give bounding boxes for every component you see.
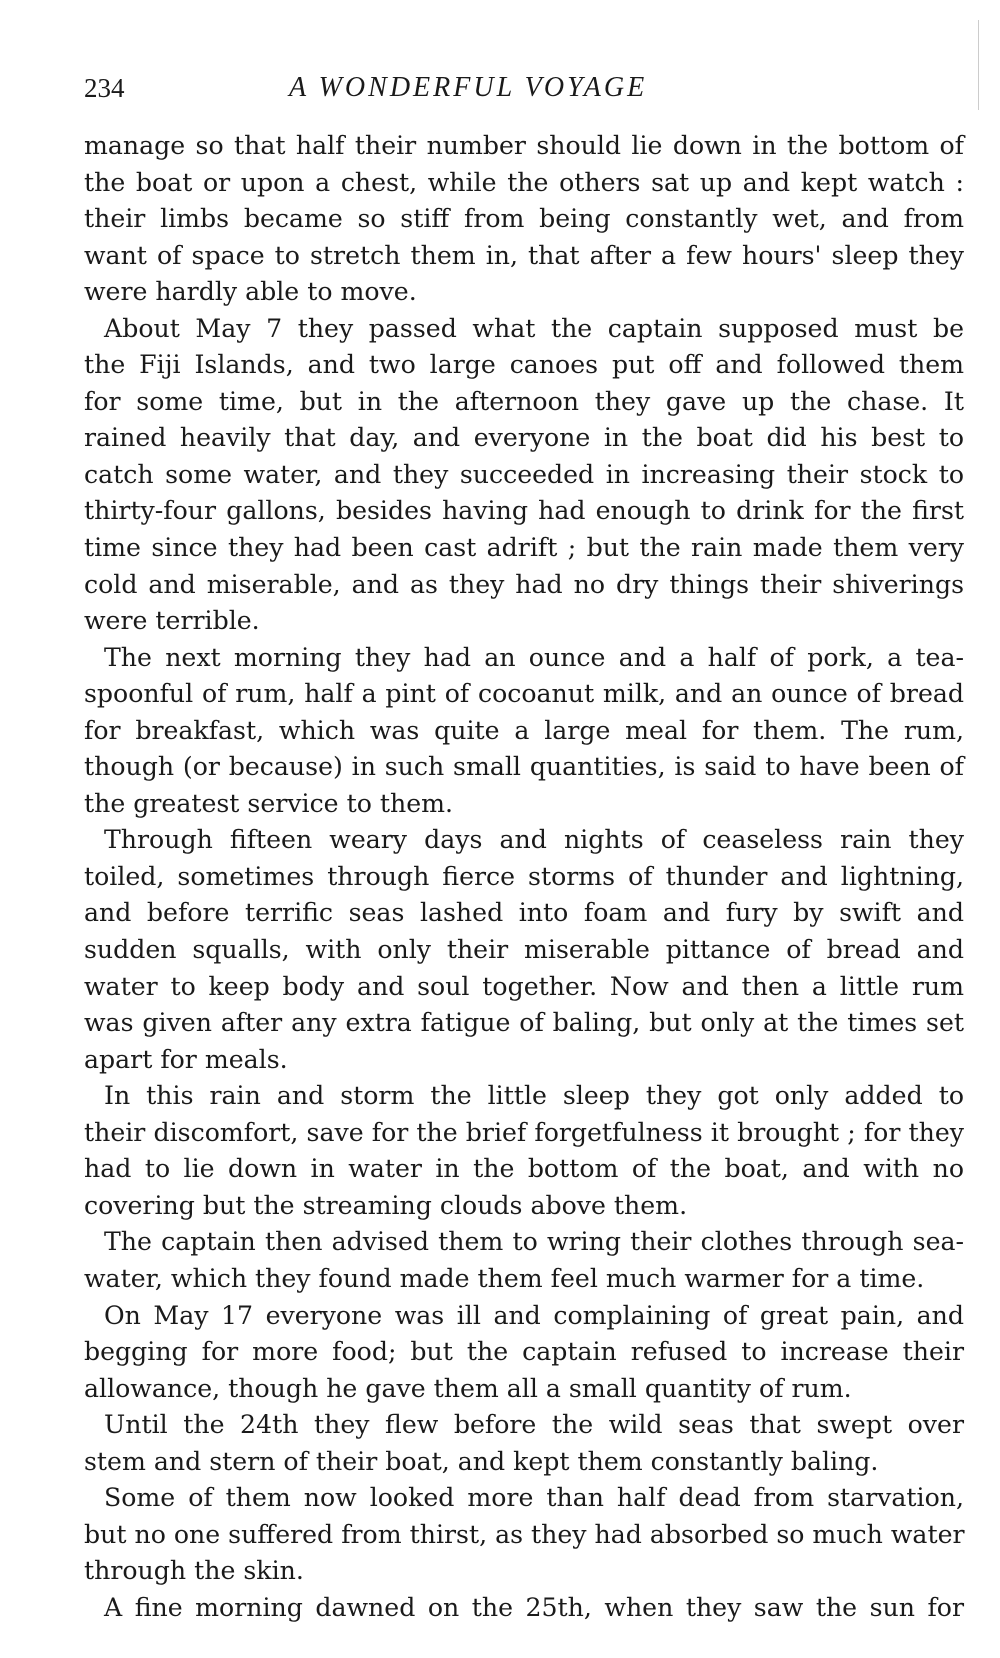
text-line: covering but the streaming clouds above them. — [84, 1190, 688, 1220]
text-line: was given after any extra fatigue of baling, but only at the times set — [84, 1008, 964, 1038]
text-line: and before terrific seas lashed into foam and fury by swift and — [84, 898, 964, 928]
body-text — [84, 128, 964, 1626]
text-line: the boat or upon a chest, while the others sat up and kept watch : — [84, 167, 964, 197]
text-line: water to keep body and soul together. Now and then a little rum — [84, 971, 964, 1001]
text-line: In this rain and storm the little sleep they got only added to — [104, 1081, 964, 1111]
text-line: Through fifteen weary days and nights of ceaseless rain they — [104, 825, 964, 855]
text-line: spoonful of rum, half a pint of cocoanut milk, and an ounce of bread — [84, 679, 964, 709]
text-line: the greatest service to them. — [84, 788, 454, 818]
text-line: rained heavily that day, and everyone in the boat did his best to — [84, 423, 964, 453]
text-line: were terrible. — [84, 606, 260, 636]
text-line: toiled, sometimes through fierce storms of thunder and lightning, — [84, 861, 964, 891]
text-line: About May 7 they passed what the captain supposed must be — [104, 313, 964, 343]
text-line: manage so that half their number should lie down in the bottom of — [84, 131, 964, 160]
text-line: want of space to stretch them in, that after a few hours' sleep they — [84, 240, 964, 270]
text-line: A fine morning dawned on the 25th, when they saw the sun for — [104, 1592, 964, 1622]
text-line: On May 17 everyone was ill and complaining of great pain, and — [104, 1300, 964, 1330]
text-line: sudden squalls, with only their miserable pittance of bread and — [84, 935, 964, 965]
text-line: The captain then advised them to wring their clothes through sea- — [104, 1227, 964, 1257]
text-line: begging for more food; but the captain refused to increase their — [84, 1337, 964, 1367]
text-line: Some of them now looked more than half dead from starvation, — [104, 1483, 964, 1513]
text-line: though (or because) in such small quantities, is said to have been of — [84, 752, 964, 782]
text-line: apart for meals. — [84, 1044, 288, 1074]
text-line: but no one suffered from thirst, as they had absorbed so much water — [84, 1519, 965, 1549]
text-line: Until the 24th they flew before the wild seas that swept over — [104, 1410, 964, 1440]
text-line: for breakfast, which was quite a large meal for them. The rum, — [84, 715, 964, 745]
text-line: thirty-four gallons, besides having had enough to drink for the first — [84, 496, 964, 526]
running-head — [84, 70, 964, 110]
text-line: catch some water, and they succeeded in increasing their stock to — [84, 459, 964, 489]
text-line: for some time, but in the afternoon they gave up the chase. It — [84, 386, 964, 416]
running-title: A WONDERFUL VOYAGE — [289, 72, 648, 103]
text-line: their limbs became so stiff from being constantly wet, and from — [84, 204, 964, 234]
text-line: The next morning they had an ounce and a half of pork, a tea- — [104, 642, 964, 672]
text-line: stem and stern of their boat, and kept them constantly baling. — [84, 1446, 879, 1476]
text-line: had to lie down in water in the bottom of the boat, and with no — [84, 1154, 964, 1184]
text-line: were hardly able to move. — [84, 277, 417, 307]
text-line: cold and miserable, and as they had no dry things their shiverings — [84, 569, 964, 599]
text-line: water, which they found made them feel much warmer for a time. — [84, 1263, 925, 1293]
text-line: time since they had been cast adrift ; but the rain made them very — [84, 533, 964, 563]
text-line: through the skin. — [84, 1556, 304, 1586]
page-number: 234 — [84, 73, 125, 103]
text-line: the Fiji Islands, and two large canoes put off and followed them — [84, 350, 964, 380]
text-line: allowance, though he gave them all a small quantity of rum. — [84, 1373, 852, 1403]
scan-edge-mark — [978, 20, 979, 110]
text-line: their discomfort, save for the brief forgetfulness it brought ; for they — [84, 1117, 964, 1147]
